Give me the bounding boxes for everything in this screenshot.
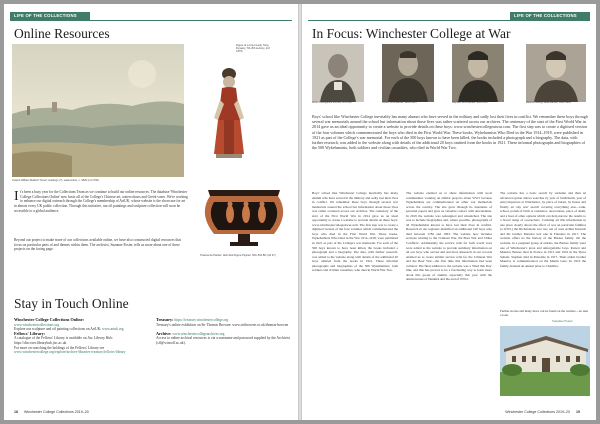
article-column-3: The website has a basic search by surname and then an advanced option allows searches by year of birth/death, year of entry/departure at Winchester, by place of burial, by house and finally an 'any text' search covering everything else—rank, school, parish of birth or residence, decorations, place of death, and a host of other options which can help narrow the results to a broad range of researchers. Collating all this information in one place clearly shows the effect of war on particular families (a WW1) the Richardsons lost two out of sons Arthur Kenrick and his brother Maurice lost one in Flanders in 1917. The website offers us the history of the Barnes family. On the website, in a poignant group of entries, the Barnes family were one of Winchester's great and unforgettable boys. Robert and Maurice Barnes died in France in 1915 and 1916 in the Ypres Salient. Stephen died in Palestine in 1917. Their eldest brother Maurice is commemorated on the Menin Gate. In 1919 the family donated an annual prize to Chamber.	[500, 191, 586, 268]
author-credit: Suzanne Foster	[552, 319, 573, 323]
portrait-caption: Robert Croft Barnes, 1895–1915	[382, 101, 417, 104]
page-title: Online Resources	[14, 26, 110, 41]
treasury-link[interactable]: https://treasury.winchestercollege.org	[174, 318, 229, 322]
archive-link[interactable]: www.winchestercollegearchives.org	[172, 331, 225, 336]
figure-caption: Figure of a Court Lady, Tang Dynasty, 7th–8th century, (ref 1375)	[236, 44, 270, 54]
left-page	[4, 4, 298, 420]
collections-online-link[interactable]: www.winchestercollections.org	[14, 322, 60, 327]
section-tab: LIFE OF THE COLLECTIONS	[10, 12, 90, 20]
header-rule	[10, 20, 292, 21]
section-tab: LIFE OF THE COLLECTIONS	[510, 12, 590, 20]
footer: Winchester College Collections 2019–20 19	[505, 410, 580, 414]
article-column-1: Boys' school like Winchester College inevitably has many alumni who have served in the military and sadly lost their lives in conflict. We remember these boys through several war memorials around the school but information about those lives was rather scattered across our archives. The centenary of the start of the First World War in 2014 gave us an ideal opportunity to create a website to provide details on these boys: www.winchestercollegeatwar.com. The first step was to create a digitised version of the four volumes which commemorated the boys who died in the First World War. These books, Wykehamists Who Died in the War 1914–1918, were published in 1921 as part of the College's war memorial. For each of the 500 boys known to have been killed, the books included a photograph and a biography. The data, with further research, was added to the website along with details of the additional 20 boys omitted from the books in 1921. These informal photographs and biographies of the 500 Wykehamists, both soldiers and civilian casualties, who died in World War Two.	[312, 191, 398, 273]
portrait-caption: Arthur Collingwood Kenrick, 1878–99	[312, 101, 352, 104]
intro-paragraph: It's been a busy year for the Collections Team as we continue to build our online resources. The database 'Winchester College Collections Online' now hosts all of the College's Chinese art, watercolours and Greek vases. We're working to enhance our digital outreach through the College's membership of ArtUK, whose website is the showcase for art in almost every UK public collection. Through this initiative, our oil paintings and sculpture collection will soon be accessible to a global audience.	[14, 190, 188, 213]
page-number: 18	[14, 410, 18, 414]
court-lady-figure	[204, 60, 254, 160]
footer: 18 Winchester College Collections 2019–20	[14, 410, 89, 414]
painting-landscape	[12, 44, 184, 177]
closing-line: Further stories and many more can be found on the website—do take a look.	[500, 309, 589, 318]
painting-caption: Joseph William Mallord Turner: Hastings (?), watercolour, c. 1820 (ref 1700)	[12, 179, 99, 182]
vase-caption: Tisamenos Painter: Attic Red Figure Psykter, 520–510 BC (ref 47)	[200, 254, 276, 257]
stay-column-1: Winchester College Collections Online: www.winchestercollections.org Explore our sculpture and oil painting collections on ArtUK: www.artuk.org Fellows' Library: A catalogue of the Fellows' Library is available on Jisc Library Hub: https://discover.libraryhub.jisc.ac.uk For more on searching the holdings of the Fellows' Library see www.winchestercollege.org/explore/archive-libraries-treasury/fellows-library	[14, 317, 126, 355]
fellows-library-link[interactable]: www.winchestercollege.org/explore/archive-libraries-treasury/fellows-library	[14, 350, 126, 355]
header-rule	[308, 20, 590, 21]
intro-paragraph-2: Beyond our project to make more of our collections available online, we have also constructed digital resources that focus on particular parts of and themes within them. The archivist, Suzanne Foster, tells us more about one of these projects on the facing page.	[14, 238, 181, 252]
drop-cap: I	[14, 190, 19, 204]
school-building-photo	[500, 326, 590, 396]
article-intro: Boys' school like Winchester College inevitably has many alumni who have served in the military and sadly lost their lives in conflict. We remember these boys through several war memorials around the school but information about those lives was rather scattered across our archives. The centenary of the start of the First World War in 2014 gave us an ideal opportunity to create a website to provide details on these boys: www.winchestercollegeatwar.com. The first step was to create a digitised version of the four volumes which commemorated the boys who died in the First World War. These books, Wykehamists Who Died in the War 1914–1918, were published in 1921 as part of the College's war memorial. For each of the 500 boys known to have been killed, the books included a photograph and a biography. The data, with further research, was added to the website along with details of the additional 20 boys omitted from the books in 1921. These informal photographs and biographies of the 500 Wykehamists, both soldiers and civilian casualties, who died in World War Two.	[312, 114, 588, 151]
page-number: 19	[576, 410, 580, 414]
artuk-link[interactable]: www.artuk.org	[102, 327, 124, 332]
article-column-2: The website enabled us to share information with local communities working on similar projects about WW1 because Wykehamists are commemorated on other war memorials across the country. The site grew through its donations of personal papers and gave us valuable contact with descendants. In 2019 the website was redesigned and relaunched. The site was to include biographies and, where possible, photographs of all Wykehamists known to have lost their lives in conflict. Research in our registers identified an additional 100 boys who died between 1782 and 1993. The website now includes sections relating to the Crimean War, the Boer War and 'Other Conflicts'. Additionally the service rolls for both world wars were added to the website to provide summary information on all our boys who served and survived. Research in our records enabled us to create similar service rolls for the Crimean War and the Boer War—the first time this information had been collated. The final addition to the website was a 'Died this Day' link, and this has proved to be a fascinating way to learn more about this group of alumni, especially this year with the anniversaries of Dunkirk and the end of WW2.	[406, 191, 492, 282]
right-page	[302, 4, 596, 420]
painting-image	[12, 44, 184, 177]
stay-column-2: Treasury: https://treasury.winchestercollege.org Treasury's online exhibition on Sir Thomas Browne: www.sirtbrowne.co.uk/thomas-browne Archive: www.winchestercollegearchives.org Access to online archival resources is via a username and password supplied by the Archivist (sff@wincoll.ac.uk).	[156, 317, 290, 345]
portrait-caption: Stephen John Barnes, 1885–1917	[452, 101, 489, 104]
stay-in-touch-heading: Stay in Touch Online	[14, 296, 129, 311]
page-title: In Focus: Winchester College at War	[312, 26, 511, 41]
portrait-caption: Maurice George Bede Barnes, 1880–1916	[526, 101, 571, 104]
psykter-vase	[196, 184, 292, 252]
